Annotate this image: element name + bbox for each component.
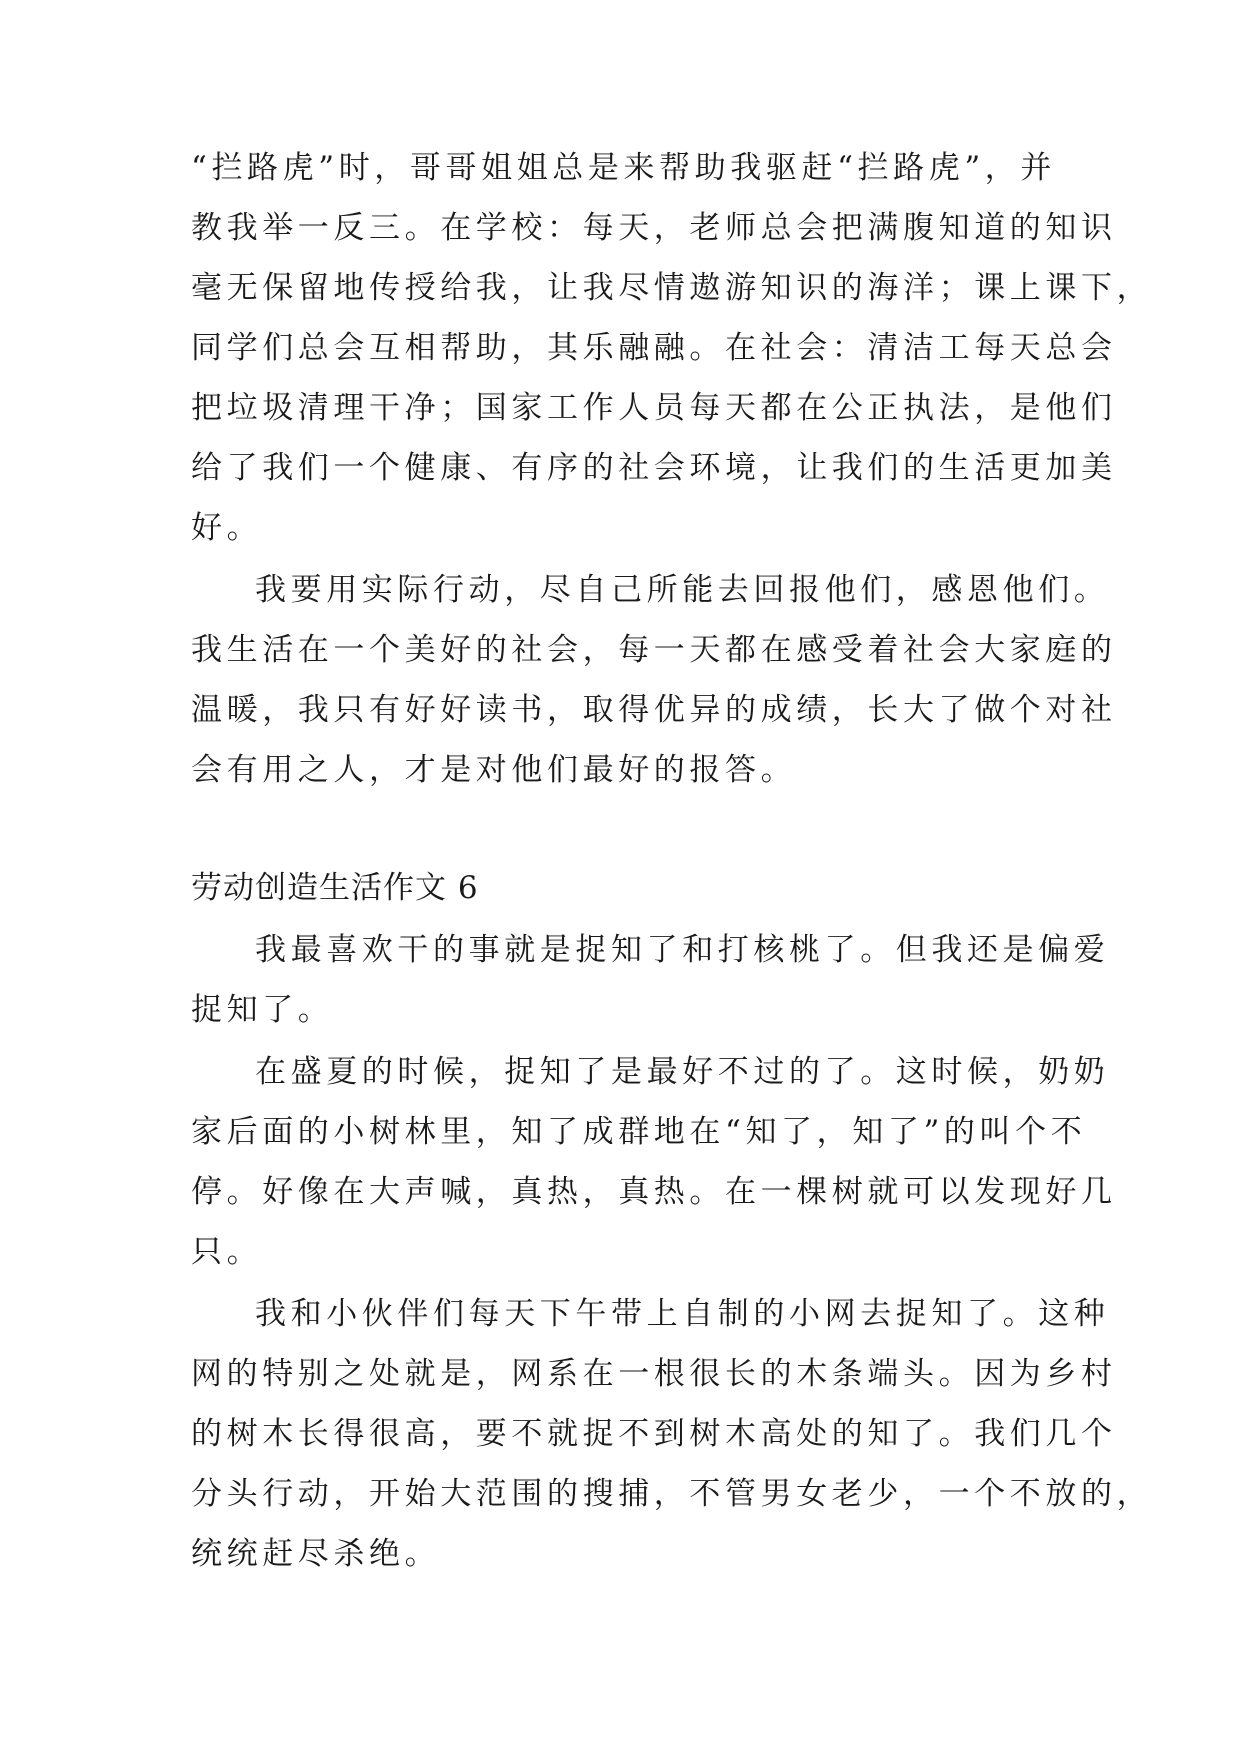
text-line: 教我举一反三。在学校：每天，老师总会把满腹知道的知识 xyxy=(191,210,1117,246)
text-line: 给了我们一个健康、有序的社会环境，让我们的生活更加美 xyxy=(191,450,1117,486)
text-line: 网的特别之处就是，网系在一根很长的木条端头。因为乡村 xyxy=(191,1356,1117,1392)
text-line: 统统赶尽杀绝。 xyxy=(191,1536,441,1572)
text-line: 会有用之人，才是对他们最好的报答。 xyxy=(191,752,797,788)
text-line: 我和小伙伴们每天下午带上自制的小网去捉知了。这种 xyxy=(255,1296,1110,1332)
text-line: 我最喜欢干的事就是捉知了和打核桃了。但我还是偏爱 xyxy=(255,932,1110,968)
text-line: 分头行动，开始大范围的搜捕，不管男女老少，一个不放的， xyxy=(191,1476,1153,1512)
text-line: 毫无保留地传授给我，让我尽情遨游知识的海洋；课上课下， xyxy=(191,270,1153,306)
text-line: 温暖，我只有好好读书，取得优异的成绩，长大了做个对社 xyxy=(191,692,1117,728)
text-line: 同学们总会互相帮助，其乐融融。在社会：清洁工每天总会 xyxy=(191,330,1117,366)
section-heading: 劳动创造生活作文 6 xyxy=(191,870,479,906)
text-line: 我要用实际行动，尽自己所能去回报他们，感恩他们。 xyxy=(255,572,1110,608)
text-line: 捉知了。 xyxy=(191,992,334,1028)
text-line: 好。 xyxy=(191,510,263,546)
text-line: 把垃圾清理干净；国家工作人员每天都在公正执法，是他们 xyxy=(191,390,1117,426)
text-line: 停。好像在大声喊，真热，真热。在一棵树就可以发现好几 xyxy=(191,1174,1117,1210)
text-line: 的树木长得很高，要不就捉不到树木高处的知了。我们几个 xyxy=(191,1416,1117,1452)
text-line: 只。 xyxy=(191,1234,263,1270)
text-line: 家后面的小树林里，知了成群地在“知了，知了”的叫个不 xyxy=(191,1114,1087,1150)
text-line: “拦路虎”时，哥哥姐姐总是来帮助我驱赶“拦路虎”，并 xyxy=(191,150,1056,186)
text-line: 在盛夏的时候，捉知了是最好不过的了。这时候，奶奶 xyxy=(255,1054,1110,1090)
text-line: 我生活在一个美好的社会，每一天都在感受着社会大家庭的 xyxy=(191,632,1117,668)
